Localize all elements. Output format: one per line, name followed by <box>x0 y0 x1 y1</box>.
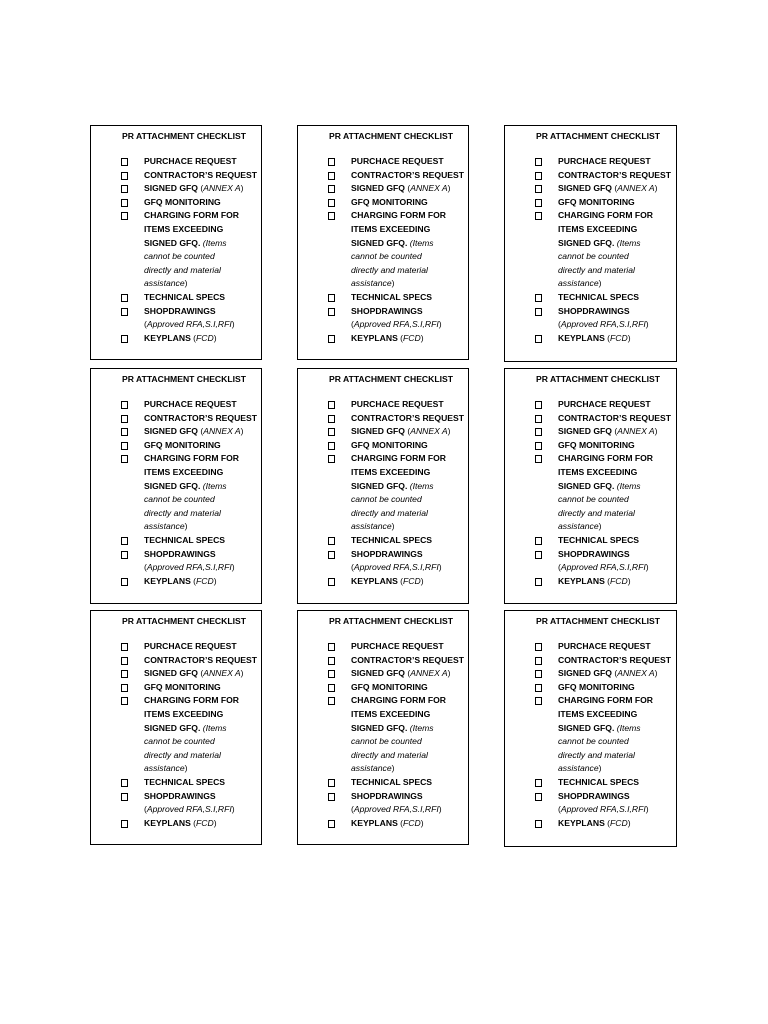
checklist-title: PR ATTACHMENT CHECKLIST <box>329 131 453 141</box>
checkbox[interactable] <box>535 308 542 316</box>
item-keyplans: KEYPLANS (FCD) <box>505 575 676 589</box>
item-signed-gfq: SIGNED GFQ (ANNEX A) <box>505 425 676 439</box>
item-signed-gfq: SIGNED GFQ (ANNEX A) <box>91 667 261 681</box>
checkbox[interactable] <box>328 657 335 665</box>
item-purchase-request: PURCHACE REQUEST <box>298 398 468 412</box>
checklist-card-8 <box>297 610 469 845</box>
checkbox[interactable] <box>328 172 335 180</box>
checkbox[interactable] <box>121 185 128 193</box>
checkbox[interactable] <box>121 537 128 545</box>
checkbox[interactable] <box>328 670 335 678</box>
item-signed-gfq: SIGNED GFQ (ANNEX A) <box>505 667 676 681</box>
item-gfq-monitoring: GFQ MONITORING <box>298 196 468 210</box>
checklist-items <box>505 640 676 830</box>
checkbox[interactable] <box>535 697 542 705</box>
item-technical-specs: TECHNICAL SPECS <box>505 776 676 790</box>
checkbox[interactable] <box>535 551 542 559</box>
item-charging-form: CHARGING FORM FOR ITEMS EXCEEDING SIGNED GFQ. (Items cannot be counted directly and material assistance) <box>505 209 676 291</box>
checklist-items <box>91 398 261 588</box>
checkbox[interactable] <box>121 670 128 678</box>
item-signed-gfq: SIGNED GFQ (ANNEX A) <box>298 425 468 439</box>
item-keyplans: KEYPLANS (FCD) <box>91 575 261 589</box>
item-charging-form: CHARGING FORM FOR ITEMS EXCEEDING SIGNED GFQ. (Items cannot be counted directly and material assistance) <box>298 452 468 534</box>
checklist-card-6 <box>504 368 677 604</box>
checkbox[interactable] <box>535 537 542 545</box>
checkbox[interactable] <box>535 185 542 193</box>
item-contractors-request: CONTRACTOR’S REQUEST <box>91 654 261 668</box>
checklist-title: PR ATTACHMENT CHECKLIST <box>536 616 660 626</box>
checkbox[interactable] <box>121 820 128 828</box>
checklist-items <box>298 155 468 345</box>
checklist-items <box>298 640 468 830</box>
checklist-items <box>91 155 261 345</box>
item-technical-specs: TECHNICAL SPECS <box>298 776 468 790</box>
item-purchase-request: PURCHACE REQUEST <box>91 640 261 654</box>
checkbox[interactable] <box>328 335 335 343</box>
checkbox[interactable] <box>121 401 128 409</box>
checkbox[interactable] <box>328 684 335 692</box>
checkbox[interactable] <box>535 442 542 450</box>
item-contractors-request: CONTRACTOR’S REQUEST <box>505 412 676 426</box>
checkbox[interactable] <box>328 643 335 651</box>
checkbox[interactable] <box>328 793 335 801</box>
checklist-card-9 <box>504 610 677 847</box>
checkbox[interactable] <box>121 428 128 436</box>
checkbox[interactable] <box>121 684 128 692</box>
checkbox[interactable] <box>328 212 335 220</box>
item-contractors-request: CONTRACTOR’S REQUEST <box>91 412 261 426</box>
checkbox[interactable] <box>535 158 542 166</box>
item-technical-specs: TECHNICAL SPECS <box>505 534 676 548</box>
item-gfq-monitoring: GFQ MONITORING <box>298 439 468 453</box>
checklist-card-5 <box>297 368 469 604</box>
item-contractors-request: CONTRACTOR’S REQUEST <box>505 654 676 668</box>
checkbox[interactable] <box>535 212 542 220</box>
item-shopdrawings: SHOPDRAWINGS (Approved RFA,S.I,RFI) <box>298 305 468 332</box>
checklist-title: PR ATTACHMENT CHECKLIST <box>122 616 246 626</box>
checklist-title: PR ATTACHMENT CHECKLIST <box>536 374 660 384</box>
checkbox[interactable] <box>121 442 128 450</box>
item-purchase-request: PURCHACE REQUEST <box>505 398 676 412</box>
item-gfq-monitoring: GFQ MONITORING <box>91 439 261 453</box>
checkbox[interactable] <box>121 455 128 463</box>
checkbox[interactable] <box>121 415 128 423</box>
checkbox[interactable] <box>535 335 542 343</box>
checklist-card-4 <box>90 368 262 604</box>
checkbox[interactable] <box>121 657 128 665</box>
checkbox[interactable] <box>121 212 128 220</box>
checkbox[interactable] <box>328 308 335 316</box>
checkbox[interactable] <box>121 158 128 166</box>
item-gfq-monitoring: GFQ MONITORING <box>298 681 468 695</box>
checkbox[interactable] <box>535 578 542 586</box>
checklist-card-3 <box>504 125 677 362</box>
checkbox[interactable] <box>328 158 335 166</box>
checklist-card-1 <box>90 125 262 360</box>
item-contractors-request: CONTRACTOR’S REQUEST <box>298 654 468 668</box>
checkbox[interactable] <box>328 442 335 450</box>
item-shopdrawings: SHOPDRAWINGS (Approved RFA,S.I,RFI) <box>505 305 676 332</box>
item-signed-gfq: SIGNED GFQ (ANNEX A) <box>505 182 676 196</box>
checkbox[interactable] <box>535 401 542 409</box>
checkbox[interactable] <box>328 401 335 409</box>
checkbox[interactable] <box>328 428 335 436</box>
checkbox[interactable] <box>121 199 128 207</box>
checkbox[interactable] <box>121 697 128 705</box>
item-shopdrawings: SHOPDRAWINGS (Approved RFA,S.I,RFI) <box>505 548 676 575</box>
item-keyplans: KEYPLANS (FCD) <box>298 817 468 831</box>
item-contractors-request: CONTRACTOR’S REQUEST <box>298 412 468 426</box>
checkbox[interactable] <box>535 455 542 463</box>
item-contractors-request: CONTRACTOR’S REQUEST <box>505 169 676 183</box>
checkbox[interactable] <box>121 779 128 787</box>
checklist-title: PR ATTACHMENT CHECKLIST <box>122 131 246 141</box>
item-technical-specs: TECHNICAL SPECS <box>91 291 261 305</box>
item-technical-specs: TECHNICAL SPECS <box>298 291 468 305</box>
checklist-items <box>505 398 676 588</box>
checkbox[interactable] <box>328 551 335 559</box>
item-purchase-request: PURCHACE REQUEST <box>505 640 676 654</box>
item-contractors-request: CONTRACTOR’S REQUEST <box>298 169 468 183</box>
item-shopdrawings: SHOPDRAWINGS (Approved RFA,S.I,RFI) <box>91 790 261 817</box>
item-gfq-monitoring: GFQ MONITORING <box>505 439 676 453</box>
item-signed-gfq: SIGNED GFQ (ANNEX A) <box>91 182 261 196</box>
checkbox[interactable] <box>535 172 542 180</box>
checkbox[interactable] <box>121 335 128 343</box>
item-gfq-monitoring: GFQ MONITORING <box>91 196 261 210</box>
checklist-card-2 <box>297 125 469 360</box>
item-charging-form: CHARGING FORM FOR ITEMS EXCEEDING SIGNED GFQ. (Items cannot be counted directly and material assistance) <box>298 694 468 776</box>
checkbox[interactable] <box>328 455 335 463</box>
checklist-items <box>298 398 468 588</box>
checkbox[interactable] <box>535 415 542 423</box>
checklist-items <box>91 640 261 830</box>
item-keyplans: KEYPLANS (FCD) <box>91 817 261 831</box>
checkbox[interactable] <box>121 793 128 801</box>
item-purchase-request: PURCHACE REQUEST <box>505 155 676 169</box>
item-charging-form: CHARGING FORM FOR ITEMS EXCEEDING SIGNED GFQ. (Items cannot be counted directly and material assistance) <box>505 452 676 534</box>
checkbox[interactable] <box>535 199 542 207</box>
checkbox[interactable] <box>121 551 128 559</box>
item-signed-gfq: SIGNED GFQ (ANNEX A) <box>298 667 468 681</box>
item-signed-gfq: SIGNED GFQ (ANNEX A) <box>298 182 468 196</box>
checkbox[interactable] <box>121 294 128 302</box>
checkbox[interactable] <box>328 779 335 787</box>
item-gfq-monitoring: GFQ MONITORING <box>505 196 676 210</box>
checkbox[interactable] <box>535 670 542 678</box>
item-contractors-request: CONTRACTOR’S REQUEST <box>91 169 261 183</box>
item-charging-form: CHARGING FORM FOR ITEMS EXCEEDING SIGNED GFQ. (Items cannot be counted directly and material assistance) <box>505 694 676 776</box>
checkbox[interactable] <box>328 185 335 193</box>
checkbox[interactable] <box>121 643 128 651</box>
item-shopdrawings: SHOPDRAWINGS (Approved RFA,S.I,RFI) <box>91 305 261 332</box>
item-gfq-monitoring: GFQ MONITORING <box>505 681 676 695</box>
checkbox[interactable] <box>535 428 542 436</box>
checkbox[interactable] <box>328 415 335 423</box>
checklist-items <box>505 155 676 345</box>
checkbox[interactable] <box>121 578 128 586</box>
item-purchase-request: PURCHACE REQUEST <box>91 398 261 412</box>
checkbox[interactable] <box>535 294 542 302</box>
item-charging-form: CHARGING FORM FOR ITEMS EXCEEDING SIGNED GFQ. (Items cannot be counted directly and material assistance) <box>298 209 468 291</box>
checkbox[interactable] <box>328 578 335 586</box>
checkbox[interactable] <box>328 199 335 207</box>
item-keyplans: KEYPLANS (FCD) <box>505 332 676 346</box>
checklist-title: PR ATTACHMENT CHECKLIST <box>329 616 453 626</box>
item-charging-form: CHARGING FORM FOR ITEMS EXCEEDING SIGNED GFQ. (Items cannot be counted directly and material assistance) <box>91 694 261 776</box>
checklist-title: PR ATTACHMENT CHECKLIST <box>122 374 246 384</box>
item-shopdrawings: SHOPDRAWINGS (Approved RFA,S.I,RFI) <box>298 790 468 817</box>
checkbox[interactable] <box>328 820 335 828</box>
item-shopdrawings: SHOPDRAWINGS (Approved RFA,S.I,RFI) <box>505 790 676 817</box>
item-technical-specs: TECHNICAL SPECS <box>298 534 468 548</box>
checkbox[interactable] <box>535 684 542 692</box>
item-shopdrawings: SHOPDRAWINGS (Approved RFA,S.I,RFI) <box>91 548 261 575</box>
item-keyplans: KEYPLANS (FCD) <box>298 575 468 589</box>
item-signed-gfq: SIGNED GFQ (ANNEX A) <box>91 425 261 439</box>
item-gfq-monitoring: GFQ MONITORING <box>91 681 261 695</box>
item-keyplans: KEYPLANS (FCD) <box>298 332 468 346</box>
checkbox[interactable] <box>121 308 128 316</box>
checkbox[interactable] <box>535 643 542 651</box>
checkbox[interactable] <box>328 697 335 705</box>
checkbox[interactable] <box>535 793 542 801</box>
item-purchase-request: PURCHACE REQUEST <box>298 640 468 654</box>
item-purchase-request: PURCHACE REQUEST <box>91 155 261 169</box>
item-shopdrawings: SHOPDRAWINGS (Approved RFA,S.I,RFI) <box>298 548 468 575</box>
checklist-card-7 <box>90 610 262 845</box>
item-technical-specs: TECHNICAL SPECS <box>91 776 261 790</box>
checkbox[interactable] <box>121 172 128 180</box>
item-keyplans: KEYPLANS (FCD) <box>91 332 261 346</box>
checklist-title: PR ATTACHMENT CHECKLIST <box>329 374 453 384</box>
checkbox[interactable] <box>535 779 542 787</box>
item-technical-specs: TECHNICAL SPECS <box>505 291 676 305</box>
checkbox[interactable] <box>535 820 542 828</box>
item-purchase-request: PURCHACE REQUEST <box>298 155 468 169</box>
checklist-title: PR ATTACHMENT CHECKLIST <box>536 131 660 141</box>
checkbox[interactable] <box>535 657 542 665</box>
item-technical-specs: TECHNICAL SPECS <box>91 534 261 548</box>
item-charging-form: CHARGING FORM FOR ITEMS EXCEEDING SIGNED GFQ. (Items cannot be counted directly and material assistance) <box>91 452 261 534</box>
item-keyplans: KEYPLANS (FCD) <box>505 817 676 831</box>
checkbox[interactable] <box>328 294 335 302</box>
item-charging-form: CHARGING FORM FOR ITEMS EXCEEDING SIGNED GFQ. (Items cannot be counted directly and material assistance) <box>91 209 261 291</box>
checkbox[interactable] <box>328 537 335 545</box>
